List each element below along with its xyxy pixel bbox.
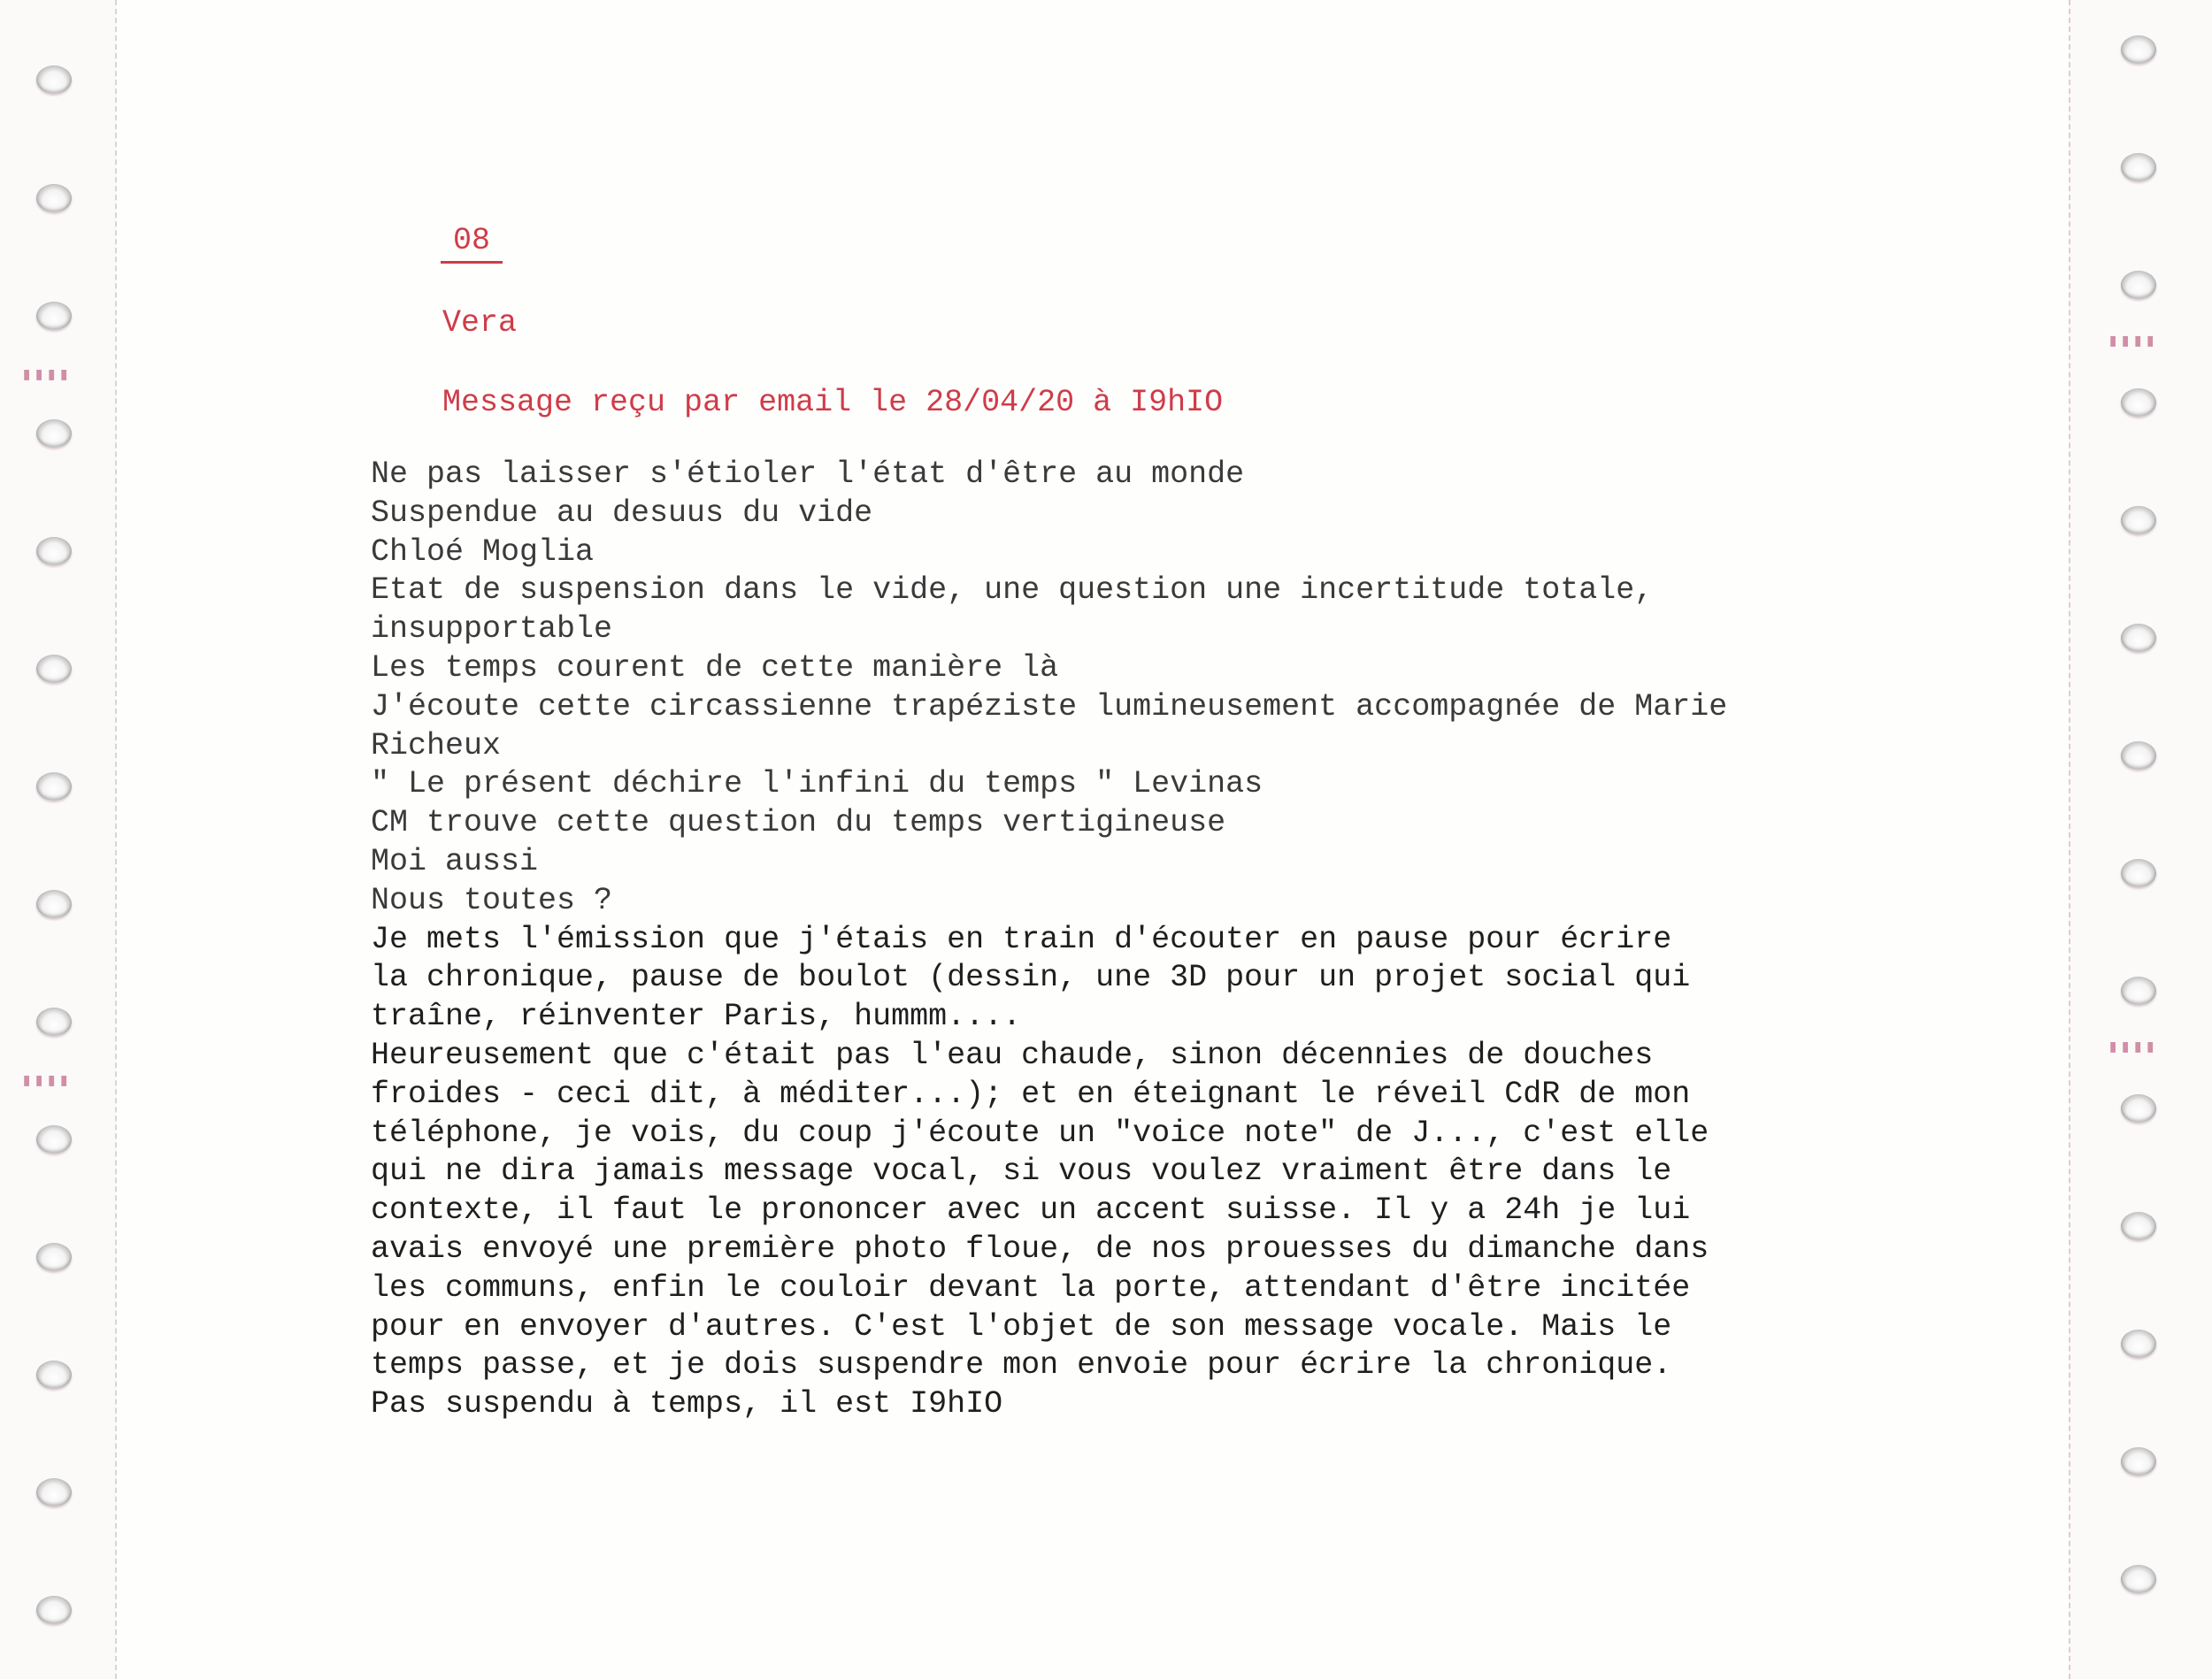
document-header — [368, 181, 1223, 463]
body-line: pour en envoyer d'autres. C'est l'objet de son message vocale. Mais le — [371, 1308, 1672, 1345]
body-line: Heureusement que c'était pas l'eau chaude, sinon décennies de douches — [371, 1037, 1654, 1073]
feed-hole-icon — [36, 1596, 72, 1624]
feed-hole-icon — [2121, 388, 2156, 417]
body-line: Ne pas laisser s'étioler l'état d'être au monde — [371, 456, 1245, 492]
body-line: la chronique, pause de boulot (dessin, une 3D pour un projet social qui — [371, 960, 1691, 996]
feed-hole-icon — [36, 890, 72, 918]
feed-hole-icon — [36, 537, 72, 565]
entry-number: 08 — [441, 221, 503, 264]
perforation-mark-icon: ▮▮▮▮ — [21, 1069, 72, 1090]
feed-hole-icon — [2121, 1330, 2156, 1358]
feed-hole-icon — [2121, 741, 2156, 770]
body-line: Moi aussi — [371, 843, 539, 879]
body-line: avais envoyé une première photo floue, de nos prouesses du dimanche dans — [371, 1230, 1709, 1267]
message-received-line: Message reçu par email le 28/04/20 à I9hIO — [442, 385, 1224, 420]
body-line: Etat de suspension dans le vide, une question une incertitude totale, — [371, 572, 1654, 609]
body-line: traîne, réinventer Paris, hummm.... — [371, 999, 1022, 1035]
body-line: Chloé Moglia — [371, 533, 595, 570]
feed-hole-icon — [2121, 153, 2156, 181]
typed-body-text — [371, 456, 1727, 1424]
feed-hole-icon — [36, 419, 72, 448]
body-line: téléphone, je vois, du coup j'écoute un "voice note" de J..., c'est elle — [371, 1115, 1709, 1151]
feed-hole-icon — [36, 1125, 72, 1154]
body-line: " Le présent déchire l'infini du temps " Levinas — [371, 766, 1263, 802]
feed-hole-icon — [36, 772, 72, 801]
feed-hole-icon — [36, 1478, 72, 1506]
body-line: CM trouve cette question du temps vertigineuse — [371, 805, 1226, 841]
body-line: Pas suspendu à temps, il est I9hIO — [371, 1386, 1003, 1422]
body-line: Je mets l'émission que j'étais en train d'écouter en pause pour écrire — [371, 921, 1672, 957]
feed-hole-icon — [36, 1243, 72, 1271]
feed-hole-icon — [36, 655, 72, 683]
feed-hole-icon — [2121, 977, 2156, 1005]
body-line: Suspendue au desuus du vide — [371, 494, 873, 531]
body-line: J'écoute cette circassienne trapéziste lumineusement accompagnée de Marie — [371, 688, 1728, 724]
feed-hole-icon — [36, 1361, 72, 1389]
feed-hole-icon — [2121, 624, 2156, 652]
body-line: temps passe, et je dois suspendre mon envoie pour écrire la chronique. — [371, 1347, 1672, 1384]
body-line: qui ne dira jamais message vocal, si vous voulez vraiment être dans le — [371, 1154, 1672, 1190]
body-line: froides - ceci dit, à méditer...); et en éteignant le réveil CdR de mon — [371, 1076, 1691, 1112]
feed-hole-icon — [2121, 1447, 2156, 1476]
author-name: Vera — [442, 305, 518, 341]
left-tractor-feed-strip — [0, 0, 117, 1679]
body-line: contexte, il faut le prononcer avec un accent suisse. Il y a 24h je lui — [371, 1192, 1691, 1229]
body-line: insupportable — [371, 611, 613, 648]
feed-hole-icon — [2121, 1212, 2156, 1240]
perforation-mark-icon: ▮▮▮▮ — [2108, 1035, 2158, 1056]
body-line: Les temps courent de cette manière là — [371, 649, 1059, 686]
feed-hole-icon — [2121, 506, 2156, 534]
feed-hole-icon — [36, 184, 72, 212]
feed-hole-icon — [2121, 859, 2156, 887]
feed-hole-icon — [2121, 1094, 2156, 1123]
feed-hole-icon — [2121, 1565, 2156, 1593]
feed-hole-icon — [36, 302, 72, 330]
body-line: Richeux — [371, 727, 502, 763]
perforation-mark-icon: ▮▮▮▮ — [2108, 329, 2158, 350]
right-tractor-feed-strip — [2069, 0, 2212, 1679]
feed-hole-icon — [36, 65, 72, 94]
body-line: Nous toutes ? — [371, 882, 613, 918]
feed-hole-icon — [36, 1008, 72, 1036]
feed-hole-icon — [2121, 35, 2156, 64]
body-line: les communs, enfin le couloir devant la porte, attendant d'être incitée — [371, 1269, 1691, 1306]
perforation-mark-icon: ▮▮▮▮ — [21, 363, 72, 384]
feed-hole-icon — [2121, 271, 2156, 299]
